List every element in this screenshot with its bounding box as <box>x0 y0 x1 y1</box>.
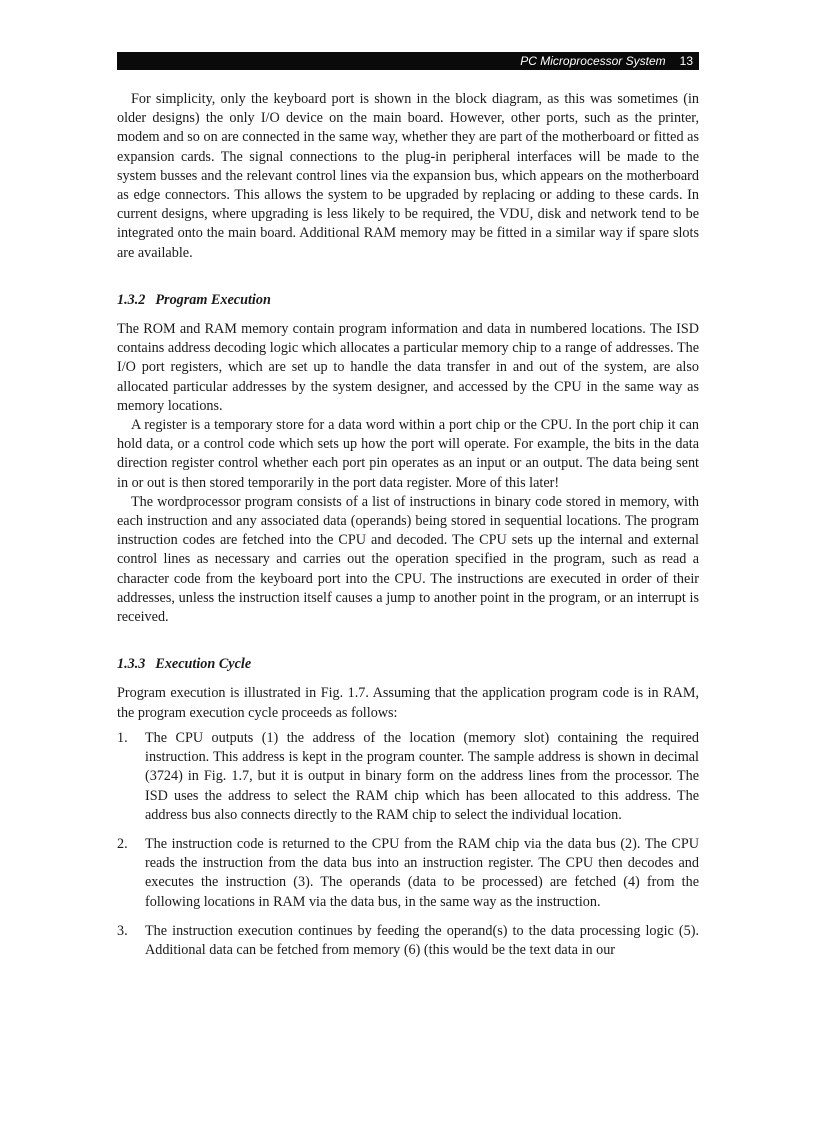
paragraph: The wordprocessor program consists of a list of instructions in binary code stored in memory, with each instruction and any associated data (operands) being stored in sequential locations. The program instruction codes are fetched into the CPU and decoded. The CPU sets up the internal and external control lines as necessary and carries out the operation specified in the program, such as read a character code from the keyboard port into the CPU. The instructions are executed in order of their addresses, unless the instruction itself causes a jump to another point in the program, or an interrupt is received. <box>117 493 699 626</box>
list-item-text: The instruction execution continues by feeding the operand(s) to the data processing logic (5). Additional data can be fetched from memory (6) (this would be the text data in our <box>145 922 699 958</box>
list-item <box>117 835 699 912</box>
paragraph: The ROM and RAM memory contain program information and data in numbered locations. The ISD contains address decoding logic which allocates a particular memory chip to a range of addresses. The I/O port registers, which are set up to handle the data transfer in and out of the system, are also allocated particular addresses by the system designer, and accessed by the CPU in the same way as memory locations. <box>117 321 699 414</box>
list-item-text: The CPU outputs (1) the address of the location (memory slot) containing the required instruction. This address is kept in the program counter. The sample address is shown in decimal (3724) in Fig. 1.7, but it is output in binary form on the address lines from the processor. The ISD uses the address to select the RAM chip which has been allocated to this address. The address bus also connects directly to the RAM chip to select the individual location. <box>145 729 699 823</box>
page-body <box>117 90 699 970</box>
paragraph: A register is a temporary store for a data word within a port chip or the CPU. In the port chip it can hold data, or a control code which sets up how the port will operate. For example, the bits in the data direction register control whether each port pin operates as an input or an output. The data being sent in or out is then stored temporarily in the port data register. More of this later! <box>117 417 699 491</box>
list-marker: 2. <box>117 835 128 852</box>
list-item <box>117 729 699 825</box>
page-number: 13 <box>679 54 693 68</box>
running-title: PC Microprocessor System <box>520 54 666 68</box>
section-title: Execution Cycle <box>155 656 252 673</box>
paragraph: Program execution is illustrated in Fig. 1.7. Assuming that the application program code is in RAM, the program execution cycle proceeds as follows: <box>117 685 699 721</box>
section-heading-1-3-3 <box>117 655 699 674</box>
list-item <box>117 922 699 960</box>
section-number: 1.3.2 <box>117 291 146 308</box>
list-marker: 1. <box>117 729 128 746</box>
running-header <box>117 52 699 70</box>
list-item-text: The instruction code is returned to the CPU from the RAM chip via the data bus (2). The CPU reads the instruction from the data bus into an instruction register. The CPU then decodes and executes the instruction (3). The operands (data to be processed) are fetched (4) from the following locations in RAM via the data bus, in the same way as the instruction. <box>145 835 699 910</box>
section-number: 1.3.3 <box>117 656 146 673</box>
list-marker: 3. <box>117 922 128 939</box>
section-title: Program Execution <box>155 291 271 308</box>
execution-steps-list <box>117 729 699 960</box>
intro-paragraph: For simplicity, only the keyboard port is shown in the block diagram, as this was sometimes (in older designs) the only I/O device on the main board. However, other ports, such as the printer, modem and so on are connected in the same way, whether they are part of the motherboard or fitted as expansion cards. The signal connections to the plug-in peripheral interfaces will be made to the system busses and the relevant control lines via the expansion bus, which appears on the motherboard as edge connectors. This allows the system to be upgraded by replacing or adding to these cards. In current designs, where upgrading is less likely to be required, the VDU, disk and network tend to be integrated onto the main board. Additional RAM memory may be fitted in a similar way if spare slots are available. <box>117 91 699 261</box>
section-heading-1-3-2 <box>117 291 699 310</box>
